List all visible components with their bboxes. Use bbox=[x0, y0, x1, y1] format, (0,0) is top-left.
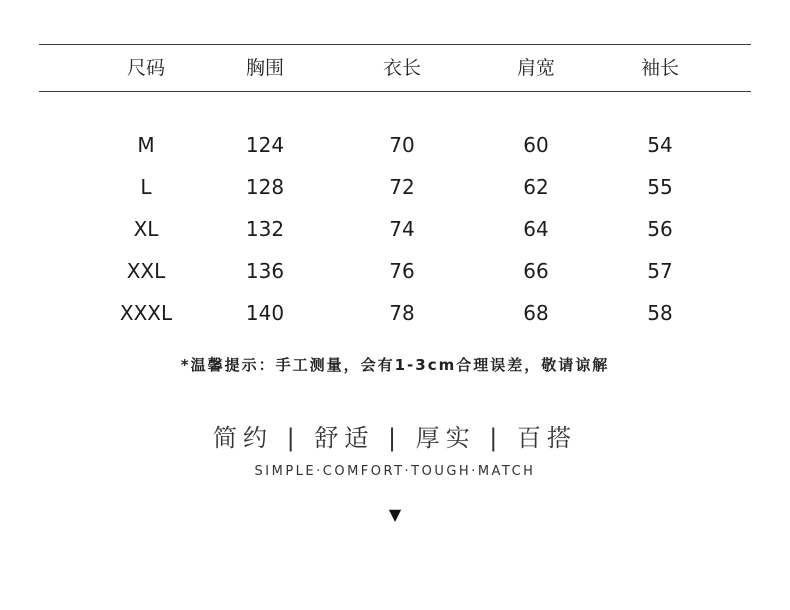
cell-size: XXL bbox=[126, 259, 166, 283]
table-header-row bbox=[0, 53, 790, 83]
cell-length: 78 bbox=[389, 301, 415, 325]
header-size: 尺码 bbox=[126, 57, 166, 79]
cell-sleeve: 58 bbox=[647, 301, 673, 325]
slogan: 简约 | 舒适 | 厚实 | 百搭 bbox=[212, 424, 578, 452]
cell-size: M bbox=[137, 133, 155, 157]
cell-length: 76 bbox=[389, 259, 415, 283]
table-row bbox=[0, 214, 790, 244]
measurement-note: *温馨提示：手工测量，会有1-3cm合理误差，敬请谅解 bbox=[180, 356, 610, 374]
header-length: 衣长 bbox=[382, 57, 422, 79]
cell-shoulder: 62 bbox=[523, 175, 549, 199]
header-sleeve: 袖长 bbox=[640, 57, 680, 79]
cell-shoulder: 64 bbox=[523, 217, 549, 241]
cell-chest: 136 bbox=[245, 259, 285, 283]
sub-slogan: SIMPLE·COMFORT·TOUGH·MATCH bbox=[254, 464, 536, 479]
cell-length: 72 bbox=[389, 175, 415, 199]
header-shoulder: 肩宽 bbox=[516, 57, 556, 79]
cell-sleeve: 55 bbox=[647, 175, 673, 199]
cell-shoulder: 68 bbox=[523, 301, 549, 325]
cell-shoulder: 66 bbox=[523, 259, 549, 283]
cell-size: L bbox=[140, 175, 152, 199]
cell-chest: 128 bbox=[245, 175, 285, 199]
cell-length: 70 bbox=[389, 133, 415, 157]
cell-sleeve: 57 bbox=[647, 259, 673, 283]
cell-chest: 140 bbox=[245, 301, 285, 325]
down-arrow-icon: ▼ bbox=[388, 505, 402, 524]
cell-size: XL bbox=[133, 217, 159, 241]
table-row bbox=[0, 256, 790, 286]
header-chest: 胸围 bbox=[245, 57, 285, 79]
cell-shoulder: 60 bbox=[523, 133, 549, 157]
cell-length: 74 bbox=[389, 217, 415, 241]
table-top-divider bbox=[39, 44, 751, 45]
cell-chest: 124 bbox=[245, 133, 285, 157]
table-header-divider bbox=[39, 91, 751, 92]
table-row bbox=[0, 298, 790, 328]
cell-sleeve: 54 bbox=[647, 133, 673, 157]
cell-sleeve: 56 bbox=[647, 217, 673, 241]
table-row bbox=[0, 130, 790, 160]
cell-size: XXXL bbox=[119, 301, 173, 325]
cell-chest: 132 bbox=[245, 217, 285, 241]
table-row bbox=[0, 172, 790, 202]
